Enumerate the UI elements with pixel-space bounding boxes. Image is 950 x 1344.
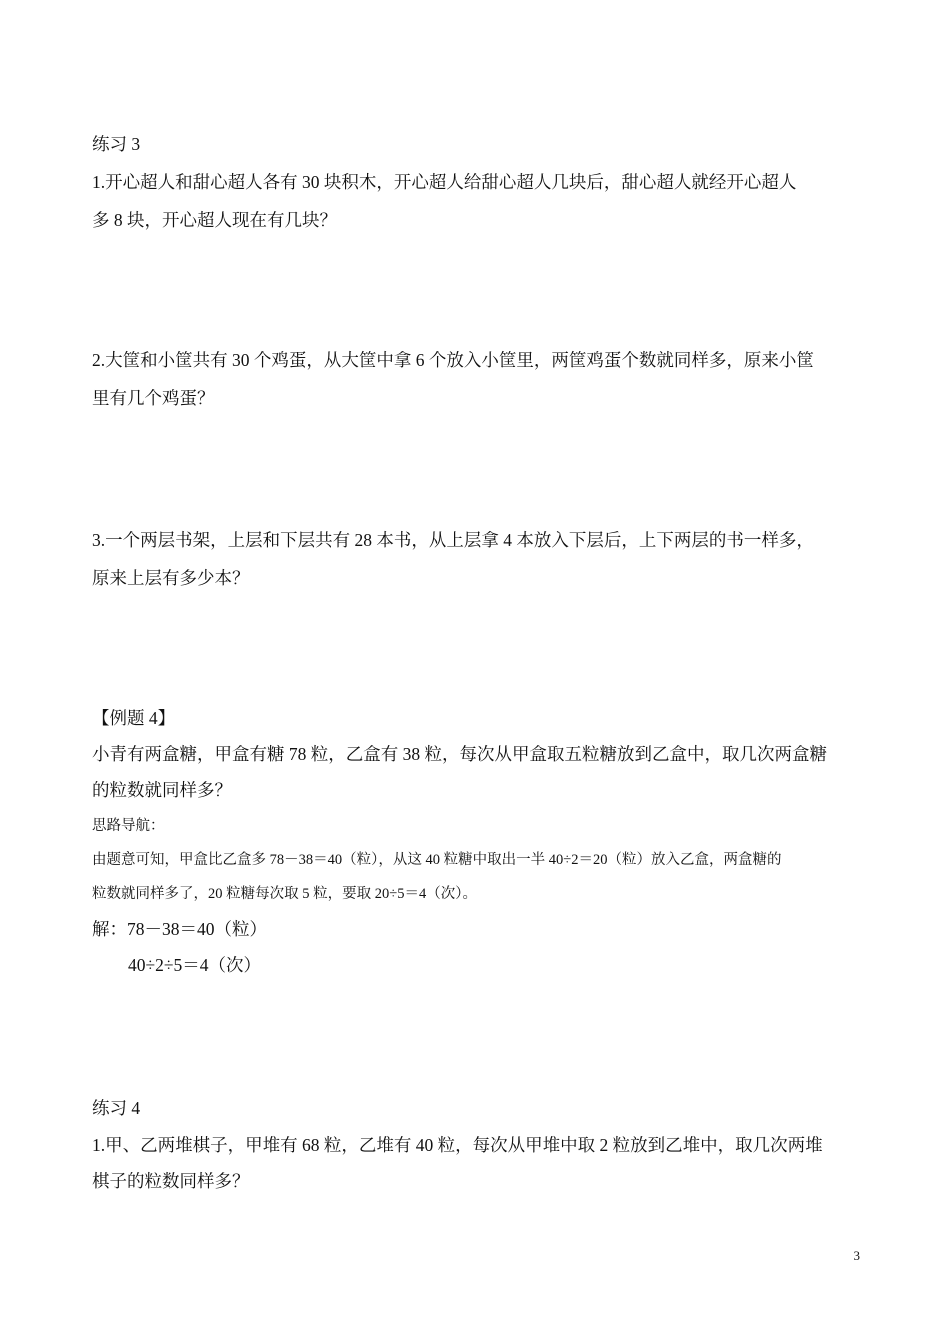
example-4-solution-line1: 解：78－38＝40（粒）	[92, 919, 267, 939]
practice-3-q2-line2: 里有几个鸡蛋？	[92, 388, 215, 408]
example-4-guide-line2: 粒数就同样多了，20 粒糖每次取 5 粒，要取 20÷5＝4（次）。	[92, 886, 477, 902]
page-number: 3	[853, 1248, 860, 1263]
example-4-guide-label: 思路导航：	[92, 818, 165, 834]
example-4-solution-line2: 40÷2÷5＝4（次）	[128, 955, 261, 975]
practice-3-q1-line2: 多 8 块，开心超人现在有几块？	[92, 210, 337, 230]
practice-4-title: 练习 4	[92, 1098, 141, 1118]
practice-4-q1-line2: 棋子的粒数同样多？	[92, 1171, 250, 1191]
example-4-question-line1: 小青有两盒糖，甲盒有糖 78 粒，乙盒有 38 粒，每次从甲盒取五粒糖放到乙盒中，取几次两盒糖	[92, 744, 827, 764]
practice-3-q3-line2: 原来上层有多少本？	[92, 568, 250, 588]
practice-3-q1-line1: 1.开心超人和甜心超人各有 30 块积木，开心超人给甜心超人几块后，甜心超人就经开心超人	[92, 172, 797, 192]
practice-3-q3-line1: 3.一个两层书架，上层和下层共有 28 本书，从上层拿 4 本放入下层后，上下两层的书一样多，	[92, 530, 814, 550]
practice-3-title: 练习 3	[92, 134, 141, 154]
example-4-title: 【例题 4】	[92, 708, 176, 728]
example-4-guide-line1: 由题意可知，甲盒比乙盒多 78－38＝40（粒），从这 40 粒糖中取出一半 40÷2＝20（粒）放入乙盒，两盒糖的	[92, 852, 782, 868]
practice-3-q2-line1: 2.大筐和小筐共有 30 个鸡蛋，从大筐中拿 6 个放入小筐里，两筐鸡蛋个数就同样多，原来小筐	[92, 350, 814, 370]
practice-4-q1-line1: 1.甲、乙两堆棋子，甲堆有 68 粒，乙堆有 40 粒，每次从甲堆中取 2 粒放到乙堆中，取几次两堆	[92, 1135, 823, 1155]
example-4-question-line2: 的粒数就同样多？	[92, 780, 232, 800]
